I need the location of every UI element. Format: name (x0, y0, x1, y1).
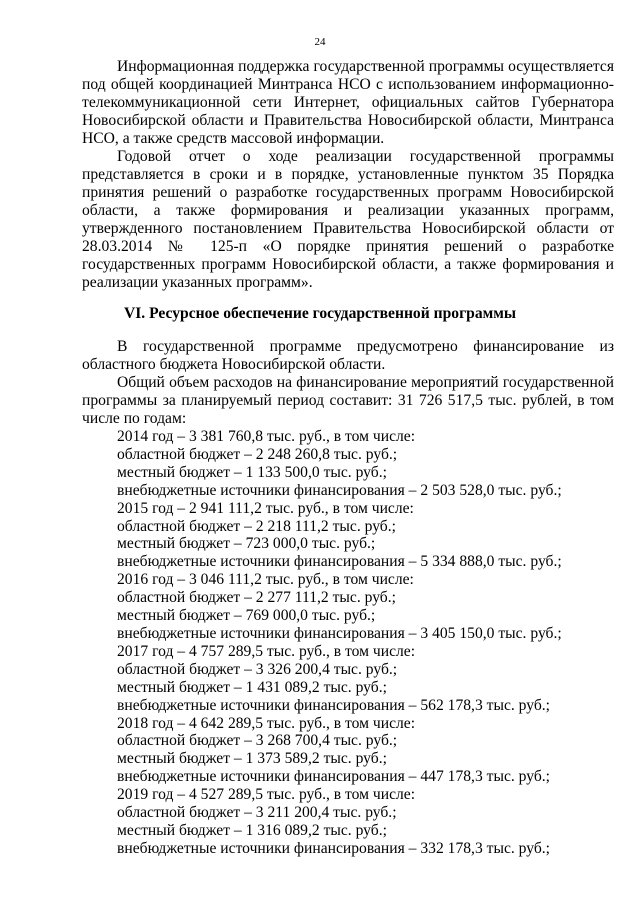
funding-line: областной бюджет – 2 248 260,8 тыс. руб.; (117, 445, 398, 463)
funding-line: местный бюджет – 1 373 589,2 тыс. руб.; (117, 750, 387, 768)
funding-line: внебюджетные источники финансирования – 447 178,3 тыс. руб.; (117, 768, 551, 786)
paragraph-information-support: Информационная поддержка государственной программы осуществляется под общей координацией Минтранса НСО с использованием информационно-телекоммуникационной сети Интернет, официальных сайтов Губернатора Новосибирской области и Правительства Новосибирской области, Минтранса НСО, а также средств массовой информации. (82, 58, 614, 147)
paragraph-annual-report: Годовой отчет о ходе реализации государственной программы представляется в сроки и в порядке, установленные пунктом 35 Порядка принятия решений о разработке государственных программ Новосибирской области, а также формирования и реализации указанных программ, утвержденного постановлением Правительства Новосибирской области от 28.03.2014 № 125-п «О порядке принятия решений о разработке государственных программ Новосибирской области, а также формирования и реализации указанных программ». (82, 148, 614, 291)
funding-line: внебюджетные источники финансирования – 562 178,3 тыс. руб.; (117, 696, 551, 714)
funding-line: областной бюджет – 2 218 111,2 тыс. руб.; (117, 517, 396, 535)
funding-by-year-list (82, 428, 614, 858)
funding-line: 2014 год – 3 381 760,8 тыс. руб., в том числе: (117, 428, 416, 445)
funding-line: областной бюджет – 3 326 200,4 тыс. руб.; (117, 660, 398, 678)
funding-line: местный бюджет – 723 000,0 тыс. руб.; (117, 535, 376, 553)
funding-line: 2015 год – 2 941 111,2 тыс. руб., в том числе: (117, 499, 414, 517)
section-text-block (82, 338, 614, 858)
funding-line: местный бюджет – 1 133 500,0 тыс. руб.; (117, 463, 387, 481)
funding-line: местный бюджет – 1 316 089,2 тыс. руб.; (117, 821, 387, 839)
intro-text-block (82, 58, 614, 292)
funding-line: внебюджетные источники финансирования – 2 503 528,0 тыс. руб.; (117, 481, 562, 499)
funding-line: 2019 год – 4 527 289,5 тыс. руб., в том числе: (117, 786, 416, 804)
funding-line: областной бюджет – 2 277 111,2 тыс. руб.; (117, 589, 396, 607)
funding-line: внебюджетные источники финансирования – 332 178,3 тыс. руб.; (117, 839, 551, 857)
funding-line: 2016 год – 3 046 111,2 тыс. руб., в том числе: (117, 571, 414, 589)
section-heading: VI. Ресурсное обеспечение государственной программы (123, 305, 517, 322)
page-number: 24 (314, 36, 326, 48)
funding-line: местный бюджет – 769 000,0 тыс. руб.; (117, 607, 376, 625)
funding-line: областной бюджет – 3 268 700,4 тыс. руб.; (117, 732, 398, 750)
funding-line: внебюджетные источники финансирования – 5 334 888,0 тыс. руб.; (117, 553, 562, 571)
funding-line: внебюджетные источники финансирования – 3 405 150,0 тыс. руб.; (117, 624, 562, 642)
funding-line: местный бюджет – 1 431 089,2 тыс. руб.; (117, 678, 387, 696)
paragraph-total-volume: Общий объем расходов на финансирование мероприятий государственной программы за планируемый период составит: 31 726 517,5 тыс. рублей, в том числе по годам: (82, 374, 614, 427)
funding-line: 2017 год – 4 757 289,5 тыс. руб., в том числе: (117, 642, 416, 660)
funding-line: областной бюджет – 3 211 200,4 тыс. руб.; (117, 804, 397, 822)
paragraph-financing-source: В государственной программе предусмотрено финансирование из областного бюджета Новосибирской области. (82, 338, 614, 373)
funding-line: 2018 год – 4 642 289,5 тыс. руб., в том числе: (117, 714, 416, 732)
